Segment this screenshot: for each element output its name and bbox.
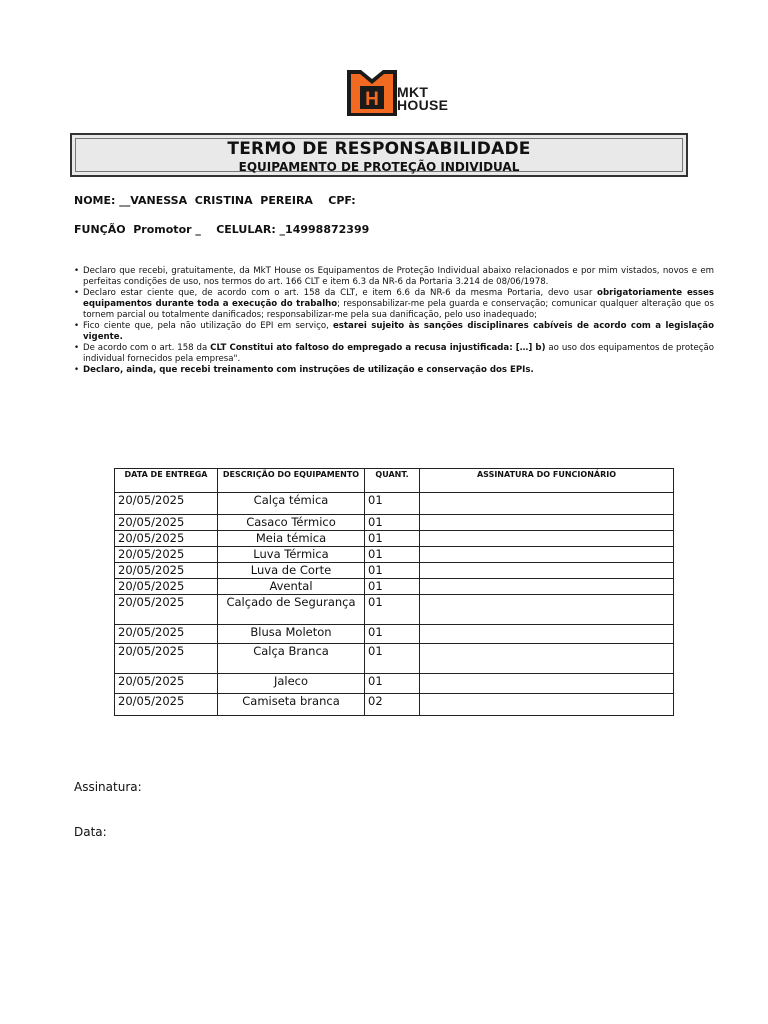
cell-quantity: 01 — [365, 531, 420, 547]
svg-text:H: H — [365, 89, 379, 110]
cell-description: Casaco Térmico — [218, 515, 365, 531]
header-descricao: DESCRIÇÃO DO EQUIPAMENTO — [218, 469, 365, 493]
cell-quantity: 01 — [365, 563, 420, 579]
cell-date: 20/05/2025 — [115, 579, 218, 595]
header-assinatura: ASSINATURA DO FUNCIONÁRIO — [420, 469, 674, 493]
cell-quantity: 01 — [365, 579, 420, 595]
funcao-celular-field: FUNÇÃO Promotor _ CELULAR: _14998872399 — [74, 223, 370, 236]
cell-signature[interactable] — [420, 625, 674, 644]
header-quant: QUANT. — [365, 469, 420, 493]
cell-description: Calça témica — [218, 493, 365, 515]
nome-cpf-field: NOME: __VANESSA CRISTINA PEREIRA CPF: — [74, 194, 356, 207]
document-subtitle: EQUIPAMENTO DE PROTEÇÃO INDIVIDUAL — [238, 160, 520, 174]
table-row — [115, 493, 674, 515]
cell-description: Avental — [218, 579, 365, 595]
logo-text — [397, 86, 448, 112]
cell-signature[interactable] — [420, 674, 674, 694]
table-row — [115, 579, 674, 595]
epi-table — [114, 468, 674, 716]
declaration-item: • Declaro que recebi, gratuitamente, da MkT House os Equipamentos de Proteção Individual abaixo relacionados e por mim vistados, novos e em perfeitas condições de uso, nos termos do art. 166 CLT e item 6.3 da NR-6 da Portaria 3.214 de 08/06/1978. — [74, 266, 714, 288]
data-label: Data: — [74, 825, 107, 839]
cell-quantity: 02 — [365, 694, 420, 716]
table-row — [115, 595, 674, 625]
cell-date: 20/05/2025 — [115, 493, 218, 515]
cell-description: Luva de Corte — [218, 563, 365, 579]
cell-date: 20/05/2025 — [115, 694, 218, 716]
cell-description: Meia témica — [218, 531, 365, 547]
declaration-item: • Declaro estar ciente que, de acordo com o art. 158 da CLT, e item 6.6 da NR-6 da mesma Portaria, devo usar obrigatoriamente esses equipamentos durante toda a execução do trabalho; responsabilizar-me pela guarda e conservação; comunicar qualquer alteração que os tornem parcial ou totalmente danificados; responsabilizar-me pela sua danificação, pelo uso inadequado; — [74, 288, 714, 321]
cell-description: Luva Térmica — [218, 547, 365, 563]
cell-description: Blusa Moleton — [218, 625, 365, 644]
table-row — [115, 563, 674, 579]
cell-description: Jaleco — [218, 674, 365, 694]
table-header-row — [115, 469, 674, 493]
assinatura-label: Assinatura: — [74, 780, 142, 794]
cell-signature[interactable] — [420, 694, 674, 716]
table-row — [115, 674, 674, 694]
cell-signature[interactable] — [420, 595, 674, 625]
cell-date: 20/05/2025 — [115, 563, 218, 579]
document-title: TERMO DE RESPONSABILIDADE — [227, 139, 531, 159]
cell-quantity: 01 — [365, 493, 420, 515]
logo-text-line2: HOUSE — [397, 97, 449, 113]
cell-description: Calçado de Segurança — [218, 595, 365, 625]
title-box — [70, 133, 688, 177]
cell-date: 20/05/2025 — [115, 595, 218, 625]
declarations-list — [74, 266, 714, 376]
cell-date: 20/05/2025 — [115, 625, 218, 644]
company-logo — [347, 68, 457, 116]
cell-signature[interactable] — [420, 563, 674, 579]
cell-signature[interactable] — [420, 547, 674, 563]
table-row — [115, 515, 674, 531]
mkt-house-logo-icon — [347, 68, 397, 116]
cell-quantity: 01 — [365, 595, 420, 625]
declaration-item: • Fico ciente que, pela não utilização do EPI em serviço, estarei sujeito às sanções disciplinares cabíveis de acordo com a legislação vigente. — [74, 321, 714, 343]
table-row — [115, 547, 674, 563]
cell-quantity: 01 — [365, 547, 420, 563]
cell-quantity: 01 — [365, 625, 420, 644]
header-data-entrega: DATA DE ENTREGA — [115, 469, 218, 493]
table-row — [115, 644, 674, 674]
cell-date: 20/05/2025 — [115, 644, 218, 674]
cell-quantity: 01 — [365, 644, 420, 674]
declaration-item: • De acordo com o art. 158 da CLT Constitui ato faltoso do empregado a recusa injustificada: […] b) ao uso dos equipamentos de proteção individual fornecidos pela empresa". — [74, 343, 714, 365]
cell-quantity: 01 — [365, 674, 420, 694]
cell-date: 20/05/2025 — [115, 515, 218, 531]
cell-description: Calça Branca — [218, 644, 365, 674]
cell-description: Camiseta branca — [218, 694, 365, 716]
table-row — [115, 625, 674, 644]
cell-signature[interactable] — [420, 531, 674, 547]
cell-date: 20/05/2025 — [115, 531, 218, 547]
cell-signature[interactable] — [420, 515, 674, 531]
table-row — [115, 694, 674, 716]
table-row — [115, 531, 674, 547]
cell-signature[interactable] — [420, 579, 674, 595]
logo-text-line1: MKT — [397, 84, 429, 100]
cell-signature[interactable] — [420, 644, 674, 674]
cell-signature[interactable] — [420, 493, 674, 515]
cell-date: 20/05/2025 — [115, 674, 218, 694]
cell-quantity: 01 — [365, 515, 420, 531]
cell-date: 20/05/2025 — [115, 547, 218, 563]
declaration-item: • Declaro, ainda, que recebi treinamento com instruções de utilização e conservação dos EPIs. — [74, 365, 714, 376]
